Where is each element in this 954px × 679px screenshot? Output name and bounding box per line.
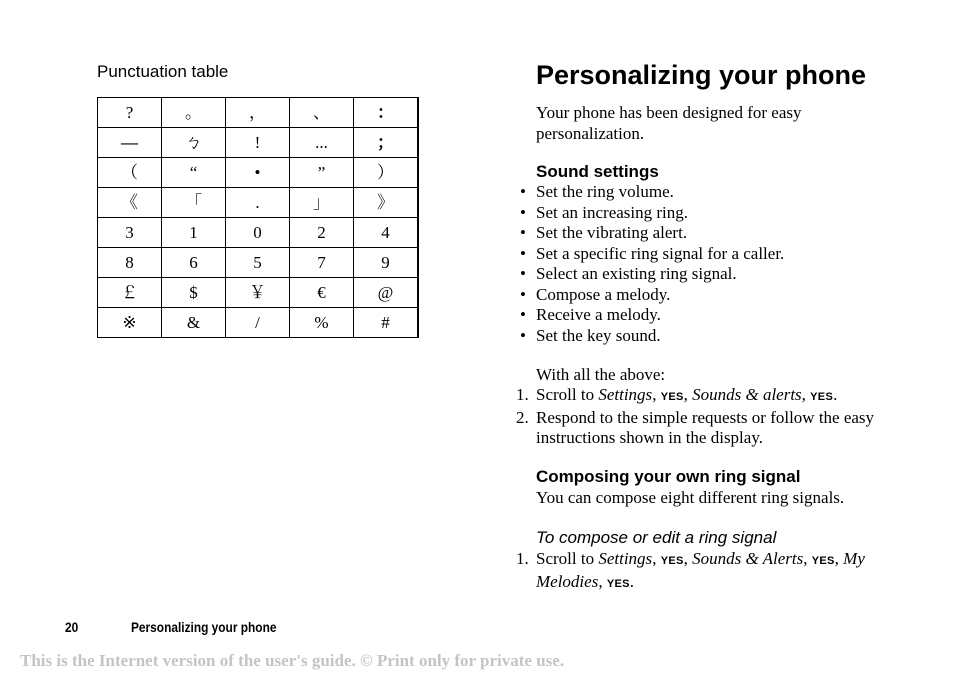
table-cell: / [226, 308, 290, 338]
compose-edit-steps [516, 549, 906, 594]
yes-key: YES [811, 555, 835, 567]
menu-path-my-melodies: My Melodies [536, 549, 865, 591]
menu-path-sounds-alerts: Sounds & Alerts [692, 549, 804, 568]
sound-settings-heading: Sound settings [536, 162, 659, 181]
table-caption: Punctuation table [97, 62, 229, 81]
table-cell: ! [226, 128, 290, 158]
table-cell: & [162, 308, 226, 338]
menu-path-sounds-alerts: Sounds & alerts [692, 385, 802, 404]
list-item: • Set the ring volume. [520, 182, 674, 201]
with-all-lead-in: With all the above: [536, 365, 666, 384]
list-item: • Receive a melody. [520, 305, 661, 324]
table-row [98, 218, 419, 248]
menu-path-settings: Settings [598, 385, 653, 404]
step-item: 1. Scroll to Settings, YES, Sounds & alerts, YES. [516, 385, 838, 404]
table-cell: ... [290, 128, 354, 158]
table-cell: $ [162, 278, 226, 308]
table-cell: . [226, 188, 290, 218]
table-cell: 」 [290, 188, 354, 218]
table-cell: ： [354, 98, 419, 128]
table-cell: ， [226, 98, 290, 128]
table-cell: ? [98, 98, 162, 128]
table-cell: 7 [290, 248, 354, 278]
yes-key: YES [810, 391, 834, 403]
with-all-steps [516, 385, 906, 449]
composing-text: You can compose eight different ring signals. [536, 488, 845, 507]
step-item: 2. Respond to the simple requests or follow the easy instructions shown in the display. [516, 407, 875, 447]
yes-key: YES [606, 577, 630, 590]
menu-path-settings: Settings [598, 549, 653, 568]
table-cell: % [290, 308, 354, 338]
table-cell: ； [354, 128, 419, 158]
table-cell: 》 [354, 188, 419, 218]
page-title: Personalizing your phone [536, 60, 867, 90]
table-cell: 1 [162, 218, 226, 248]
list-item: • Set the vibrating alert. [520, 223, 688, 242]
table-row [98, 308, 419, 338]
table-cell: 8 [98, 248, 162, 278]
bullet-icon: • [520, 284, 526, 304]
table-cell: 5 [226, 248, 290, 278]
table-cell: ￥ [226, 278, 290, 308]
table-cell: @ [354, 278, 419, 308]
list-item: • Set a specific ring signal for a caller. [520, 243, 785, 263]
table-row [98, 278, 419, 308]
table-row [98, 98, 419, 128]
bullet-icon: • [520, 182, 526, 201]
sound-settings-list [520, 182, 784, 346]
table-cell: 2 [290, 218, 354, 248]
table-cell: 0 [226, 218, 290, 248]
list-item: • Select an existing ring signal. [520, 264, 737, 283]
list-item: • Set the key sound. [520, 325, 661, 345]
intro-paragraph: Your phone has been designed for easy personalization. [536, 103, 802, 143]
compose-edit-heading: To compose or edit a ring signal [536, 528, 777, 547]
table-cell: ㄅ [162, 128, 226, 158]
table-cell: € [290, 278, 354, 308]
table-cell: ） [354, 158, 419, 188]
bullet-icon: • [520, 202, 526, 222]
table-cell: ” [290, 158, 354, 188]
running-head: Personalizing your phone [131, 619, 277, 635]
table-cell: 3 [98, 218, 162, 248]
list-item: • Compose a melody. [520, 284, 671, 304]
yes-key: YES [660, 391, 684, 403]
watermark: This is the Internet version of the user's guide. © Print only for private use. [20, 651, 565, 670]
yes-key: YES [660, 555, 684, 567]
page-number: 20 [65, 619, 79, 635]
table-cell: （ [98, 158, 162, 188]
table-cell: 「 [162, 188, 226, 218]
table-cell: 6 [162, 248, 226, 278]
table-cell: ※ [98, 308, 162, 338]
bullet-icon: • [520, 264, 526, 283]
table-cell: 、 [290, 98, 354, 128]
table-row [98, 248, 419, 278]
table-cell: • [226, 158, 290, 188]
table-cell: 《 [98, 188, 162, 218]
table-cell: # [354, 308, 419, 338]
table-cell: 。 [162, 98, 226, 128]
step-number: 2. [516, 407, 529, 427]
table-row [98, 128, 419, 158]
bullet-icon: • [520, 325, 526, 345]
list-item: • Set an increasing ring. [520, 202, 689, 222]
table-cell: 4 [354, 218, 419, 248]
step-item: 1. Scroll to Settings, YES, Sounds & Alerts, YES, My Melodies, YES. [516, 549, 865, 591]
table-row [98, 158, 419, 188]
punctuation-table [97, 97, 419, 338]
composing-heading: Composing your own ring signal [536, 467, 801, 486]
step-number: 1. [516, 549, 529, 568]
bullet-icon: • [520, 305, 526, 324]
table-cell: 9 [354, 248, 419, 278]
bullet-icon: • [520, 223, 526, 242]
table-cell: “ [162, 158, 226, 188]
bullet-icon: • [520, 243, 526, 263]
table-cell: ￡ [98, 278, 162, 308]
table-cell: — [98, 128, 162, 158]
table-row [98, 188, 419, 218]
step-number: 1. [516, 385, 529, 404]
